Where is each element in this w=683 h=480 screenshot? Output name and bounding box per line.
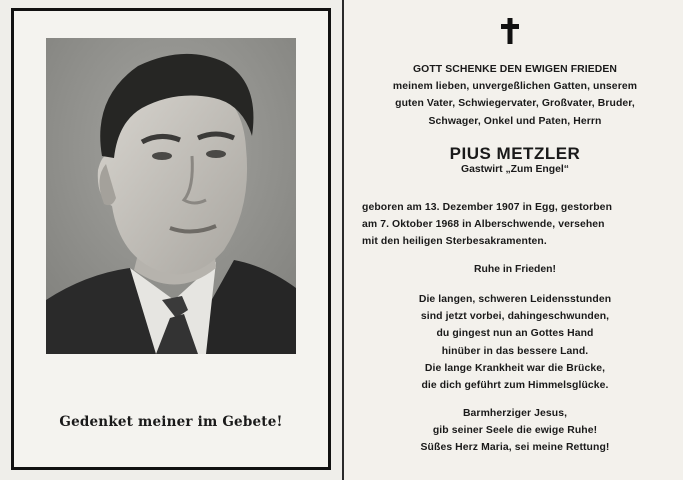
rest-in-peace: Ruhe in Frieden! [474, 264, 556, 275]
biography-line: am 7. Oktober 1968 in Alberschwende, versehen [362, 219, 605, 231]
prayer-line: Barmherziger Jesus, [462, 408, 568, 419]
poem-line: die dich geführt zum Himmelsglücke. [421, 380, 609, 392]
dedication-line: guten Vater, Schwiegervater, Großvater, Bruder, [395, 98, 635, 110]
poem-line: Die langen, schweren Leidensstunden [418, 294, 612, 305]
poem-line: Die lange Krankheit war die Brücke, [424, 362, 606, 374]
poem-line: sind jetzt vorbei, dahingeschwunden, [420, 311, 610, 323]
poem-line: hinüber in das bessere Land. [441, 345, 589, 357]
dedication-line: meinem lieben, unvergeßlichen Gatten, unserem [392, 81, 638, 93]
memorial-caption: Gedenket meiner im Gebete! [59, 414, 283, 430]
portrait-photo [46, 38, 296, 354]
deceased-name: PIUS METZLER [449, 144, 581, 163]
biography-line: geboren am 13. Dezember 1907 in Egg, gestorben [362, 202, 613, 213]
prayer-line: Süßes Herz Maria, sei meine Rettung! [420, 442, 610, 454]
prayer [360, 405, 670, 457]
prayer-line: gib seiner Seele die ewige Ruhe! [432, 425, 598, 437]
biography-text [362, 199, 672, 251]
biography-line: mit den heiligen Sterbesakramenten. [362, 236, 547, 248]
dedication-text [360, 61, 670, 130]
cross-icon [499, 18, 521, 44]
dedication-line: GOTT SCHENKE DEN EWIGEN FRIEDEN [413, 64, 617, 75]
poem-line: du gingest nun an Gottes Hand [436, 328, 594, 340]
portrait-illustration [46, 38, 296, 354]
dedication-line: Schwager, Onkel und Paten, Herrn [428, 115, 602, 127]
poem [360, 291, 670, 394]
deceased-occupation: Gastwirt „Zum Engel“ [461, 164, 569, 175]
